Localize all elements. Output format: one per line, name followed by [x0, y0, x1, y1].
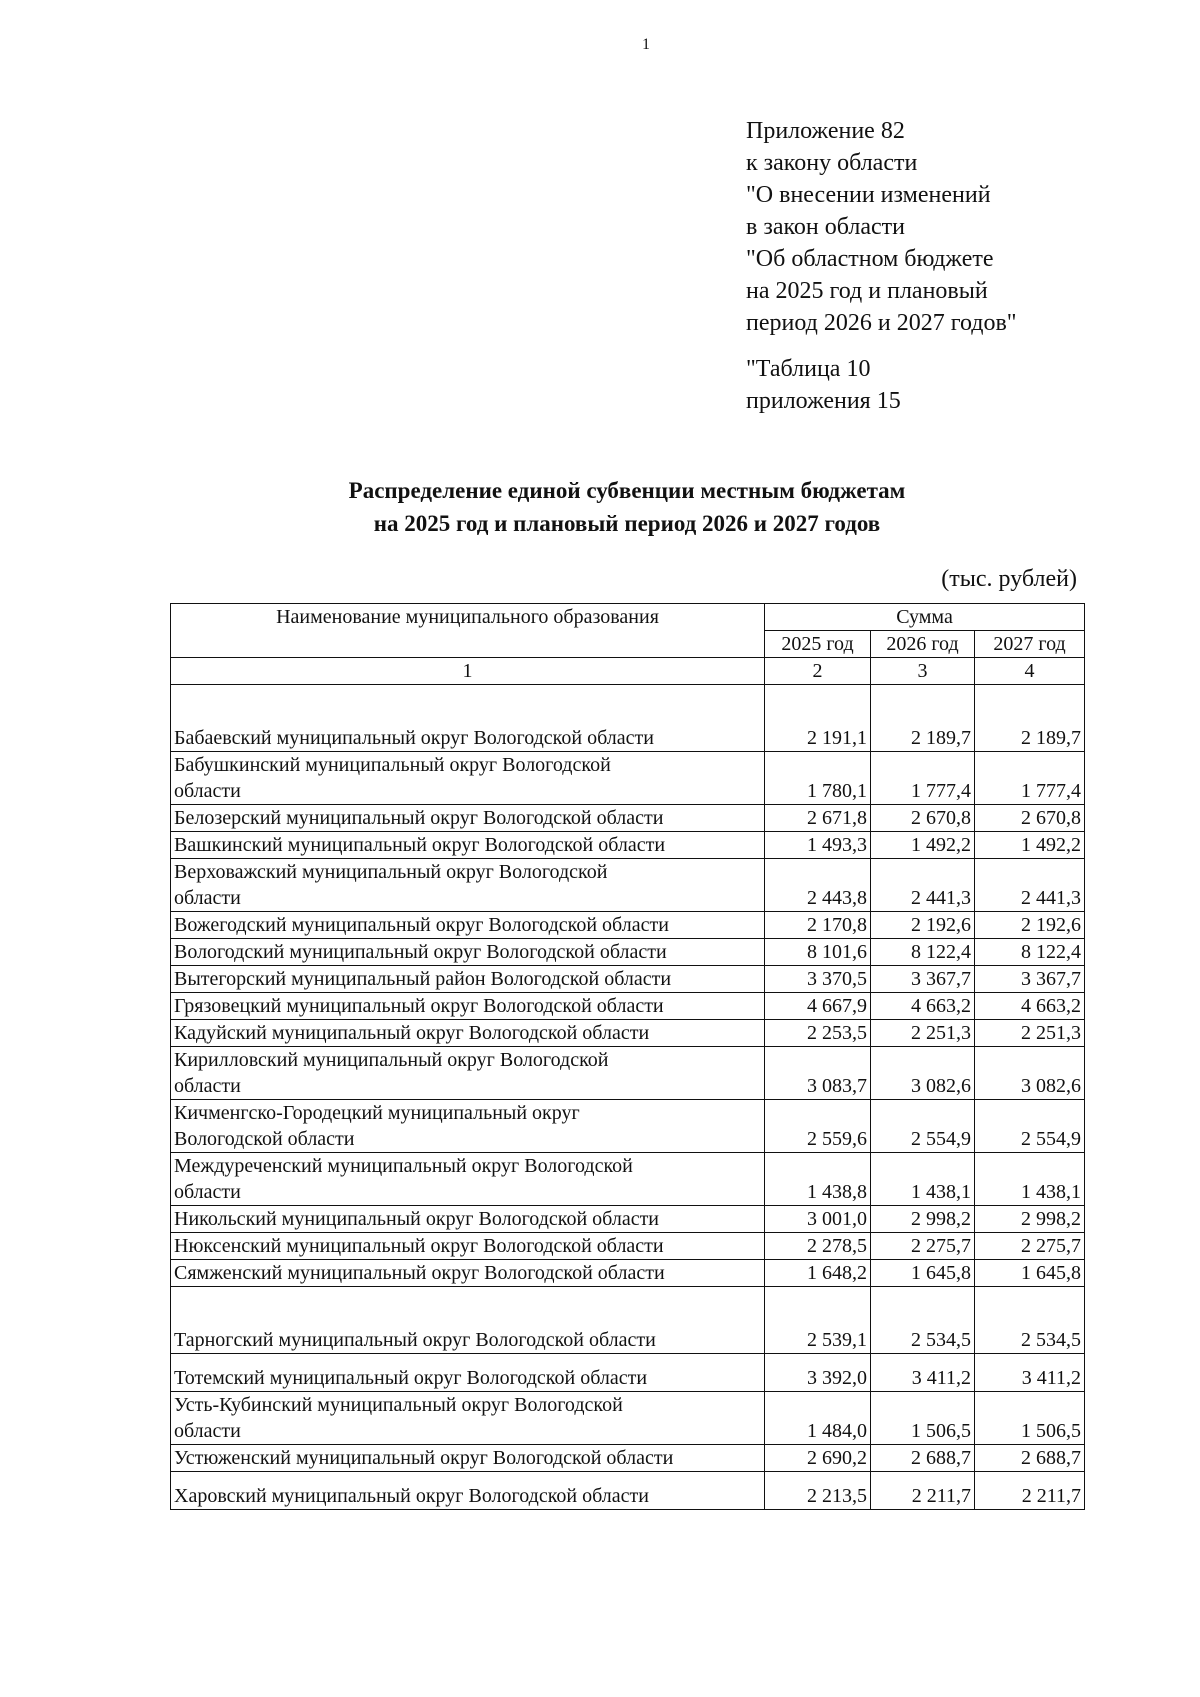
table-row — [171, 859, 1085, 912]
amount-2025: 2 191,1 — [765, 685, 871, 752]
municipality-name-line: Кадуйский муниципальный округ Вологодской области — [174, 1022, 650, 1044]
table-row — [171, 1047, 1085, 1100]
municipality-name-line: Кичменгско-Городецкий муниципальный округ — [174, 1102, 580, 1124]
amount-2026: 1 438,1 — [871, 1153, 975, 1206]
municipality-name-line: Вологодской области — [174, 1128, 355, 1150]
amount-2026: 2 211,7 — [871, 1472, 975, 1510]
municipality-name-line: области — [174, 780, 241, 802]
title-line: Распределение единой субвенции местным бюджетам — [348, 478, 906, 503]
appendix-line: к закону области — [746, 150, 918, 176]
municipality-name-line: Тотемский муниципальный округ Вологодской области — [174, 1367, 648, 1389]
table-row — [171, 832, 1085, 859]
amount-2027: 1 506,5 — [975, 1392, 1085, 1445]
amount-2027: 2 688,7 — [975, 1445, 1085, 1472]
amount-2025: 2 170,8 — [765, 912, 871, 939]
table-row — [171, 752, 1085, 805]
municipality-name-line: области — [174, 887, 241, 909]
column-number: 1 — [171, 658, 765, 685]
amount-2026: 3 367,7 — [871, 966, 975, 993]
municipality-name — [171, 1472, 765, 1510]
municipality-name-line: Бабаевский муниципальный округ Вологодской области — [174, 727, 654, 749]
amount-2026: 2 670,8 — [871, 805, 975, 832]
amount-2027: 2 251,3 — [975, 1020, 1085, 1047]
appendix-line: в закон области — [746, 214, 905, 240]
amount-2026: 1 492,2 — [871, 832, 975, 859]
municipality-name — [171, 1392, 765, 1445]
municipality-name-line: Нюксенский муниципальный округ Вологодской области — [174, 1235, 664, 1257]
amount-2026: 3 082,6 — [871, 1047, 975, 1100]
amount-2027: 1 777,4 — [975, 752, 1085, 805]
amount-2027: 2 211,7 — [975, 1472, 1085, 1510]
municipality-name-line: Устюженский муниципальный округ Вологодской области — [174, 1447, 674, 1469]
table-reference-line: "Таблица 10 — [746, 356, 871, 382]
amount-2027: 3 082,6 — [975, 1047, 1085, 1100]
amount-2027: 2 441,3 — [975, 859, 1085, 912]
table-row — [171, 966, 1085, 993]
amount-2027: 2 192,6 — [975, 912, 1085, 939]
units-label: (тыс. рублей) — [941, 566, 1077, 592]
table-reference-line: приложения 15 — [746, 388, 901, 414]
appendix-line: "О внесении изменений — [746, 182, 991, 208]
column-number: 3 — [871, 658, 975, 685]
amount-2025: 1 780,1 — [765, 752, 871, 805]
amount-2025: 3 370,5 — [765, 966, 871, 993]
municipality-name — [171, 1233, 765, 1260]
amount-2027: 1 492,2 — [975, 832, 1085, 859]
municipality-name — [171, 1260, 765, 1287]
amount-2027: 2 670,8 — [975, 805, 1085, 832]
header-year-2027: 2027 год — [975, 631, 1085, 658]
table-row — [171, 1472, 1085, 1510]
municipality-name-line: Тарногский муниципальный округ Вологодской области — [174, 1329, 656, 1351]
appendix-line: на 2025 год и плановый — [746, 278, 988, 304]
amount-2025: 2 539,1 — [765, 1287, 871, 1354]
municipality-name — [171, 1287, 765, 1354]
amount-2026: 4 663,2 — [871, 993, 975, 1020]
amount-2025: 2 213,5 — [765, 1472, 871, 1510]
municipality-name-line: Никольский муниципальный округ Вологодской области — [174, 1208, 660, 1230]
amount-2025: 2 690,2 — [765, 1445, 871, 1472]
amount-2027: 3 367,7 — [975, 966, 1085, 993]
amount-2027: 2 554,9 — [975, 1100, 1085, 1153]
amount-2027: 4 663,2 — [975, 993, 1085, 1020]
municipality-name — [171, 993, 765, 1020]
municipality-name — [171, 859, 765, 912]
amount-2027: 3 411,2 — [975, 1354, 1085, 1392]
amount-2026: 2 998,2 — [871, 1206, 975, 1233]
table-row — [171, 1206, 1085, 1233]
amount-2026: 1 645,8 — [871, 1260, 975, 1287]
municipality-name — [171, 1100, 765, 1153]
title-line: на 2025 год и плановый период 2026 и 2027 годов — [373, 511, 881, 536]
table-row — [171, 1020, 1085, 1047]
municipality-name-line: Усть-Кубинский муниципальный округ Вологодской — [174, 1394, 623, 1416]
amount-2025: 1 484,0 — [765, 1392, 871, 1445]
municipality-name — [171, 805, 765, 832]
appendix-line: период 2026 и 2027 годов" — [746, 310, 1017, 336]
amount-2025: 3 083,7 — [765, 1047, 871, 1100]
amount-2026: 1 506,5 — [871, 1392, 975, 1445]
column-number: 2 — [765, 658, 871, 685]
amount-2027: 2 275,7 — [975, 1233, 1085, 1260]
amount-2027: 2 189,7 — [975, 685, 1085, 752]
municipality-name — [171, 1354, 765, 1392]
appendix-line: "Об областном бюджете — [746, 246, 994, 272]
table-row — [171, 993, 1085, 1020]
header-sum: Сумма — [765, 604, 1085, 631]
municipality-name — [171, 939, 765, 966]
amount-2025: 1 438,8 — [765, 1153, 871, 1206]
amount-2025: 3 392,0 — [765, 1354, 871, 1392]
amount-2026: 2 189,7 — [871, 685, 975, 752]
table-row — [171, 939, 1085, 966]
amount-2026: 2 688,7 — [871, 1445, 975, 1472]
subvention-table — [170, 603, 1085, 1510]
table-row — [171, 1445, 1085, 1472]
municipality-name-line: Верховажский муниципальный округ Вологодской — [174, 861, 608, 883]
column-number: 4 — [975, 658, 1085, 685]
municipality-name-line: области — [174, 1075, 241, 1097]
municipality-name-line: Бабушкинский муниципальный округ Вологодской — [174, 754, 611, 776]
amount-2027: 1 645,8 — [975, 1260, 1085, 1287]
amount-2025: 4 667,9 — [765, 993, 871, 1020]
table-row — [171, 1260, 1085, 1287]
municipality-name — [171, 1153, 765, 1206]
municipality-name-line: Кирилловский муниципальный округ Вологодской — [174, 1049, 609, 1071]
amount-2025: 3 001,0 — [765, 1206, 871, 1233]
page-number: 1 — [642, 36, 650, 53]
header-year-2026: 2026 год — [871, 631, 975, 658]
appendix-line: Приложение 82 — [746, 118, 905, 144]
amount-2026: 2 251,3 — [871, 1020, 975, 1047]
municipality-name — [171, 1206, 765, 1233]
municipality-name-line: Междуреченский муниципальный округ Вологодской — [174, 1155, 633, 1177]
municipality-name — [171, 832, 765, 859]
municipality-name — [171, 912, 765, 939]
amount-2026: 2 554,9 — [871, 1100, 975, 1153]
municipality-name-line: Грязовецкий муниципальный округ Вологодской области — [174, 995, 664, 1017]
amount-2025: 2 443,8 — [765, 859, 871, 912]
municipality-name-line: Белозерский муниципальный округ Вологодской области — [174, 807, 664, 829]
amount-2026: 2 441,3 — [871, 859, 975, 912]
amount-2026: 3 411,2 — [871, 1354, 975, 1392]
amount-2027: 1 438,1 — [975, 1153, 1085, 1206]
municipality-name-line: Вытегорский муниципальный район Вологодской области — [174, 968, 672, 990]
municipality-name-line: Вологодский муниципальный округ Вологодской области — [174, 941, 667, 963]
amount-2026: 1 777,4 — [871, 752, 975, 805]
municipality-name — [171, 1020, 765, 1047]
amount-2025: 2 278,5 — [765, 1233, 871, 1260]
municipality-name-line: области — [174, 1181, 241, 1203]
amount-2026: 2 192,6 — [871, 912, 975, 939]
table-row — [171, 1233, 1085, 1260]
municipality-name — [171, 752, 765, 805]
table-row — [171, 912, 1085, 939]
amount-2027: 2 534,5 — [975, 1287, 1085, 1354]
amount-2025: 8 101,6 — [765, 939, 871, 966]
municipality-name — [171, 685, 765, 752]
appendix-block — [746, 115, 1017, 417]
table-row — [171, 1153, 1085, 1206]
municipality-name — [171, 1445, 765, 1472]
amount-2027: 8 122,4 — [975, 939, 1085, 966]
municipality-name-line: области — [174, 1420, 241, 1442]
table-row — [171, 1287, 1085, 1354]
amount-2025: 1 648,2 — [765, 1260, 871, 1287]
municipality-name — [171, 966, 765, 993]
amount-2026: 8 122,4 — [871, 939, 975, 966]
amount-2025: 2 559,6 — [765, 1100, 871, 1153]
header-year-2025: 2025 год — [765, 631, 871, 658]
header-name: Наименование муниципального образования — [171, 604, 765, 658]
amount-2026: 2 534,5 — [871, 1287, 975, 1354]
table-row — [171, 685, 1085, 752]
table-row — [171, 1354, 1085, 1392]
table-row — [171, 805, 1085, 832]
amount-2026: 2 275,7 — [871, 1233, 975, 1260]
municipality-name-line: Харовский муниципальный округ Вологодской области — [174, 1485, 649, 1507]
municipality-name-line: Вожегодский муниципальный округ Вологодской области — [174, 914, 669, 936]
municipality-name — [171, 1047, 765, 1100]
municipality-name-line: Сямженский муниципальный округ Вологодской области — [174, 1262, 665, 1284]
document-title — [0, 474, 1200, 540]
amount-2027: 2 998,2 — [975, 1206, 1085, 1233]
table-row — [171, 1392, 1085, 1445]
amount-2025: 2 253,5 — [765, 1020, 871, 1047]
amount-2025: 1 493,3 — [765, 832, 871, 859]
table-row — [171, 1100, 1085, 1153]
amount-2025: 2 671,8 — [765, 805, 871, 832]
municipality-name-line: Вашкинский муниципальный округ Вологодской области — [174, 834, 666, 856]
